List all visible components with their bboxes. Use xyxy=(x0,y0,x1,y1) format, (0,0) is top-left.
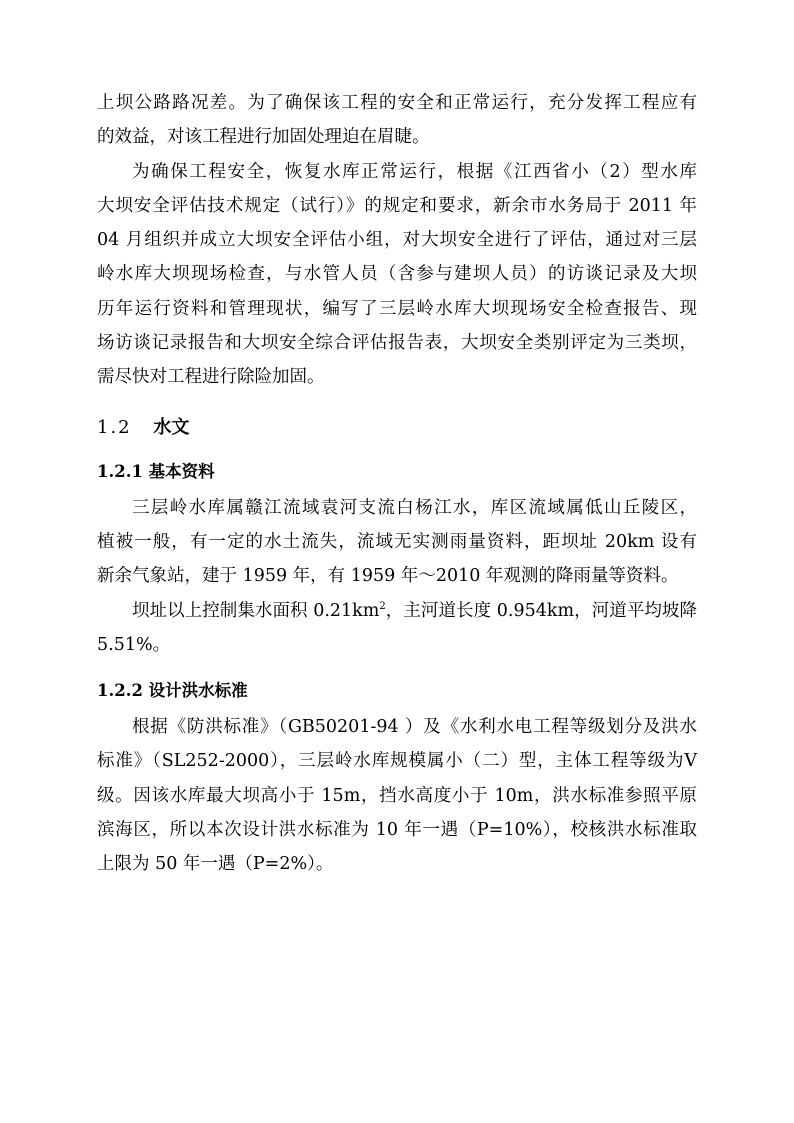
text-line: 岭水库大坝现场检查，与水管人员（含参与建坝人员）的访谈记录及大坝 xyxy=(97,264,697,285)
text-line: 场访谈记录报告和大坝安全综合评估报告表，大坝安全类别评定为三类坝， xyxy=(97,333,697,354)
catchment-text-a: 坝址以上控制集水面积 0.21km xyxy=(132,600,380,621)
section-heading-1-2 xyxy=(97,413,697,443)
subsection-heading-1-2-2: 1.2.2 设计洪水标准 xyxy=(97,681,248,701)
basic-data-paragraph xyxy=(97,491,697,594)
subsection-heading-1-2-1: 1.2.1 基本资料 xyxy=(97,461,215,481)
text-line: 历年运行资料和管理现状，编写了三层岭水库大坝现场安全检查报告、现 xyxy=(97,298,697,319)
text-line: 上坝公路路况差。为了确保该工程的安全和正常运行，充分发挥工程应有 xyxy=(97,93,697,113)
text-line: 上限为 50 年一遇（P=2%）。 xyxy=(97,854,334,875)
text-line: 为确保工程安全，恢复水库正常运行，根据《江西省小（2）型水库 xyxy=(132,161,697,182)
flood-standard-paragraph xyxy=(97,710,697,881)
intro-paragraph xyxy=(97,86,697,155)
text-line xyxy=(97,594,697,628)
text-line: 级。因该水库最大坝高小于 15m，挡水高度小于 10m，洪水标准参照平原 xyxy=(97,785,697,806)
superscript: 2 xyxy=(379,600,386,612)
section-title: 水文 xyxy=(153,416,190,438)
text-line: 标准》（SL252-2000），三层岭水库规模属小（二）型，主体工程等级为Ⅴ xyxy=(97,751,697,772)
text-line: 滨海区，所以本次设计洪水标准为 10 年一遇（P=10%），校核洪水标准取 xyxy=(97,820,697,841)
catchment-paragraph xyxy=(97,594,697,663)
text-line: 需尽快对工程进行除险加固。 xyxy=(97,367,325,388)
text-line: 根据《防洪标准》（GB50201-94 ）及《水利水电工程等级划分及洪水 xyxy=(132,717,697,738)
text-line: 的效益，对该工程进行加固处理迫在眉睫。 xyxy=(97,127,430,148)
text-line: 新余气象站，建于 1959 年，有 1959 年～2010 年观测的降雨量等资料。 xyxy=(97,566,679,587)
section-number: 1.2 xyxy=(97,416,132,438)
assessment-paragraph xyxy=(97,155,697,395)
text-line: 5.51%。 xyxy=(97,634,171,655)
text-line: 04 月组织并成立大坝安全评估小组，对大坝安全进行了评估，通过对三层 xyxy=(97,230,697,251)
catchment-text-b: ，主河道长度 0.954km，河道平均坡降 xyxy=(385,600,697,621)
text-line: 三层岭水库属赣江流域袁河支流白杨江水，库区流域属低山丘陵区， xyxy=(132,497,697,518)
document-page xyxy=(97,86,697,882)
text-line: 植被一般，有一定的水土流失，流域无实测雨量资料，距坝址 20km 设有 xyxy=(97,531,697,552)
text-line: 大坝安全评估技术规定（试行）》的规定和要求，新余市水务局于 2011 年 xyxy=(97,195,697,216)
